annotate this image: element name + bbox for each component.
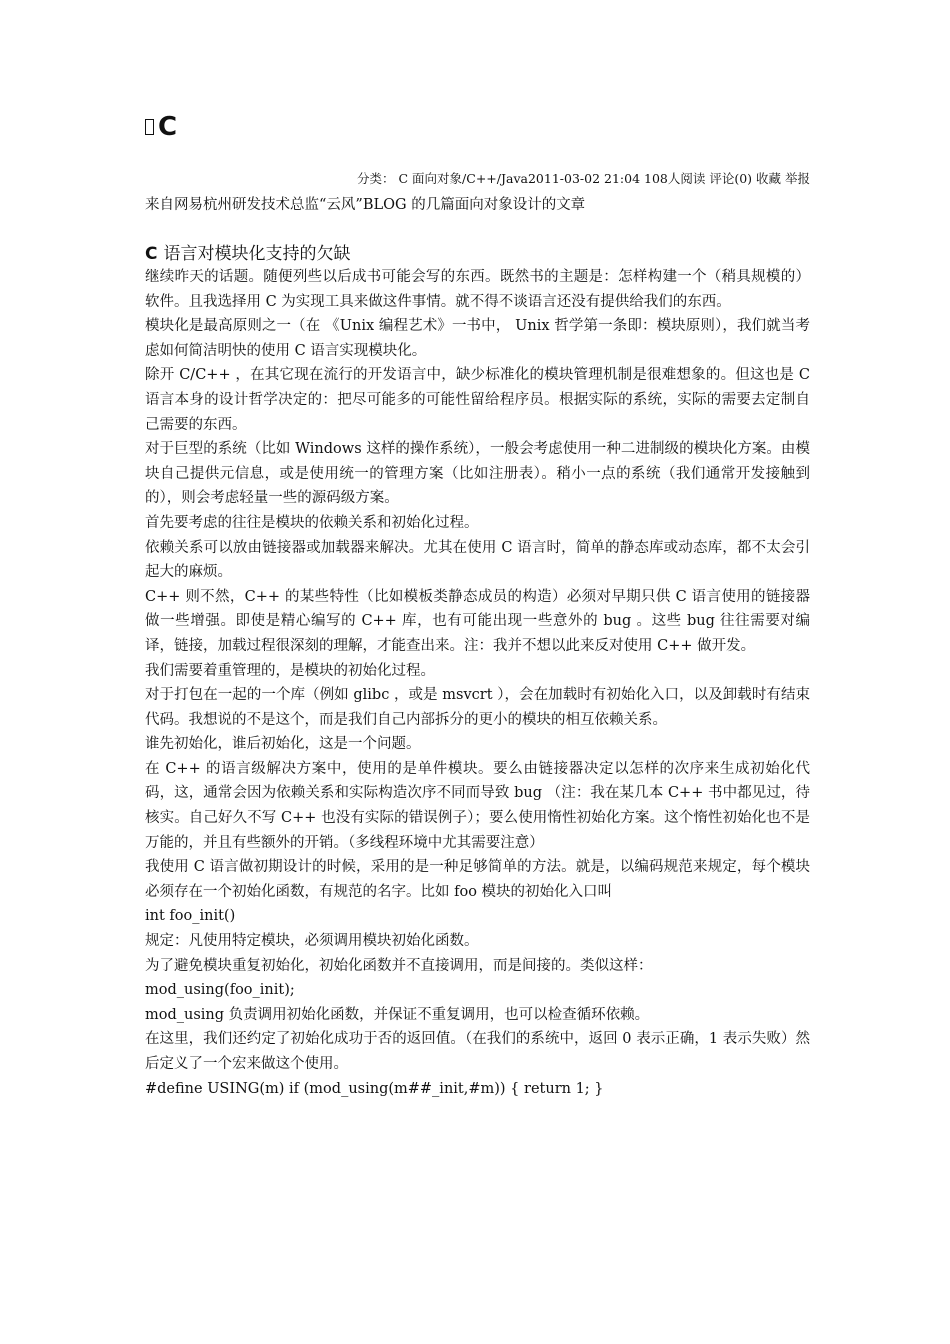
- paragraph: 依赖关系可以放由链接器或加载器来解决。尤其在使用 C 语言时，简单的静态库或动态库，都不太会引起大的麻烦。: [145, 539, 810, 581]
- paragraph: 对于打包在一起的一个库（例如 glibc ，或是 msvcrt ），会在加载时有初始化入口，以及卸载时有结束代码。我想说的不是这个，而是我们自己内部拆分的更小的模块的相互依赖关系。: [145, 687, 810, 728]
- paragraph: mod_using 负责调用初始化函数，并保证不重复调用，也可以检查循环依赖。: [145, 1006, 650, 1023]
- source-line: 来自网易杭州研发技术总监“云风”BLOG 的几篇面向对象设计的文章: [145, 197, 586, 213]
- code-line: #define USING(m) if (mod_using(m##_init,#m)) { return 1; }: [145, 1080, 604, 1097]
- page-title: [145, 112, 177, 142]
- article-meta: 分类： C 面向对象/C++/Java2011-03-02 21:04 108人阅读 评论(0) 收藏 举报: [357, 171, 810, 186]
- paragraph: C++ 则不然，C++ 的某些特性（比如模板类静态成员的构造）必须对早期只供 C 语言使用的链接器做一些增强。即使是精心编写的 C++ 库，也有可能出现一些意外的 bug 。这些 bug 往往需要对编译，链接，加载过程很深刻的理解，才能查出来。注：我并不想以此来反对使用 C++ 做开发。: [145, 588, 810, 654]
- paragraph: 在这里，我们还约定了初始化成功于否的返回值。（在我们的系统中，返回 0 表示正确，1 表示失败）然后定义了一个宏来做这个使用。: [145, 1031, 810, 1072]
- paragraph: 谁先初始化，谁后初始化，这是一个问题。: [145, 736, 421, 753]
- paragraph: 为了避免模块重复初始化，初始化函数并不直接调用，而是间接的。类似这样：: [145, 957, 653, 974]
- paragraph: 在 C++ 的语言级解决方案中，使用的是单件模块。要么由链接器决定以怎样的次序来生成初始化代码，这，通常会因为依赖关系和实际构造次序不同而导致 bug （注：我在某几本 C++ 书中都见过，待核实。自己好久不写 C++ 也没有实际的错误例子）；要么使用惰性初始化方案。这个惰性初始化也不是万能的，并且有些额外的开销。（多线程环境中尤其需要注意）: [145, 760, 810, 851]
- paragraph: 规定：凡使用特定模块，必须调用模块初始化函数。: [145, 933, 479, 950]
- article-body: [145, 265, 810, 1101]
- page-title-text: C: [158, 112, 178, 142]
- paragraph: 继续昨天的话题。随便列些以后成书可能会写的东西。既然书的主题是：怎样构建一个（稍具规模的）软件。且我选择用 C 为实现工具来做这件事情。就不得不谈语言还没有提供给我们的东西。: [145, 269, 810, 310]
- code-line: mod_using(foo_init);: [145, 982, 295, 999]
- section-heading: [145, 239, 350, 264]
- paragraph: 模块化是最高原则之一（在 《Unix 编程艺术》一书中， Unix 哲学第一条即：模块原则），我们就当考虑如何简洁明快的使用 C 语言实现模块化。: [145, 318, 810, 359]
- section-heading-c: C: [145, 244, 158, 264]
- section-heading-text: 语言对模块化支持的欠缺: [163, 244, 351, 264]
- paragraph: 我使用 C 语言做初期设计的时候，采用的是一种足够简单的方法。就是，以编码规范来规定，每个模块必须存在一个初始化函数，有规范的名字。比如 foo 模块的初始化入口叫: [145, 859, 810, 900]
- paragraph: 对于巨型的系统（比如 Windows 这样的操作系统），一般会考虑使用一种二进制级的模块化方案。由模块自己提供元信息，或是使用统一的管理方案（比如注册表）。稍小一点的系统（我们通常开发接触到的），则会考虑轻量一些的源码级方案。: [145, 441, 810, 507]
- missing-glyph-icon: [145, 119, 154, 135]
- paragraph: 我们需要着重管理的，是模块的初始化过程。: [145, 662, 435, 679]
- code-line: int foo_init(): [145, 908, 236, 925]
- paragraph: 首先要考虑的往往是模块的依赖关系和初始化过程。: [145, 514, 479, 531]
- paragraph: 除开 C/C++ ，在其它现在流行的开发语言中，缺少标准化的模块管理机制是很难想象的。但这也是 C 语言本身的设计哲学决定的：把尽可能多的可能性留给程序员。根据实际的系统，实际的需要去定制自己需要的东西。: [145, 367, 810, 433]
